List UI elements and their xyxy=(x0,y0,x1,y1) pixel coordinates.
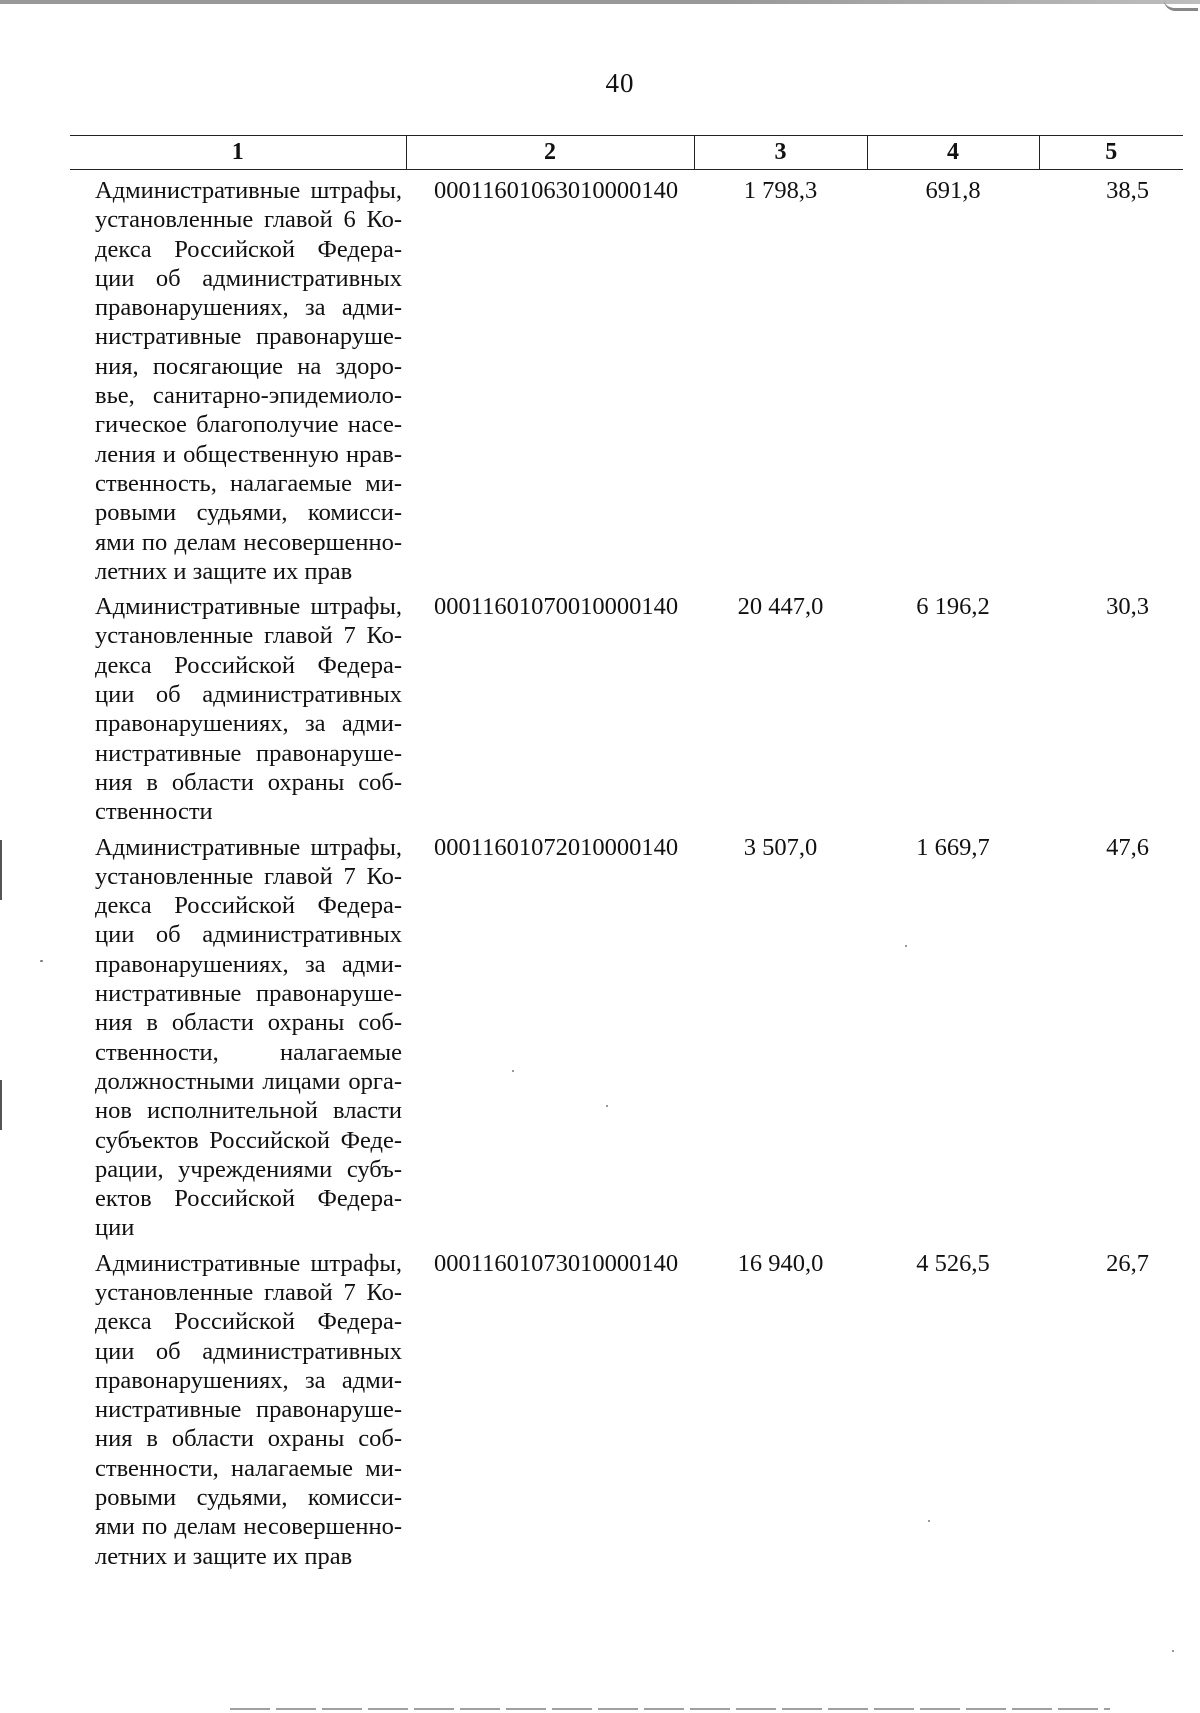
row-name-line: гическое благополучие насе- xyxy=(95,411,402,439)
row-name-line: установленные главой 7 Ко- xyxy=(95,1278,402,1306)
row-name-cell xyxy=(70,170,406,587)
row-name-cell xyxy=(70,827,406,1243)
row-name-line: должностными лицами орга- xyxy=(95,1067,402,1095)
scan-speck xyxy=(905,945,907,947)
row-name-line: ями по делам несовершенно- xyxy=(95,528,402,556)
scan-corner-mark xyxy=(1164,0,1198,11)
row-col3-cell: 3 507,0 xyxy=(743,833,818,861)
row-name-line: ния в области охраны соб- xyxy=(95,1425,402,1453)
row-name-line: Административные штрафы, xyxy=(95,1249,402,1277)
row-name-cell xyxy=(70,1243,406,1571)
row-name-line: декса Российской Федера- xyxy=(95,892,402,920)
row-name-line: нистративные правонаруше- xyxy=(95,739,402,767)
row-name-line: ственности, налагаемые xyxy=(95,1038,402,1066)
header-row xyxy=(70,136,1183,170)
page-number: 40 xyxy=(605,68,635,98)
row-name-line: Административные штрафы, xyxy=(95,593,402,621)
scan-top-edge xyxy=(0,0,1200,4)
scan-bottom-edge xyxy=(230,1708,1110,1710)
header-col-2: 2 xyxy=(406,136,694,170)
row-col5-cell: 30,3 xyxy=(1106,593,1149,621)
table-header xyxy=(70,136,1183,170)
scan-speck xyxy=(1172,1650,1174,1652)
row-col4-cell: 6 196,2 xyxy=(916,593,990,621)
row-name-line: ния, посягающие на здоро- xyxy=(95,352,402,380)
scan-margin-mark xyxy=(0,1080,2,1130)
row-name-line: правонарушениях, за адми- xyxy=(95,950,402,978)
row-name-line: ектов Российской Федера- xyxy=(95,1185,402,1213)
revenue-table xyxy=(70,135,1183,1571)
row-name-line: декса Российской Федера- xyxy=(95,235,402,263)
row-name-line: нистративные правонаруше- xyxy=(95,1396,402,1424)
row-name-line: правонарушениях, за адми- xyxy=(95,710,402,738)
row-col3-cell: 20 447,0 xyxy=(737,593,824,621)
table-row xyxy=(70,170,1183,587)
row-name-line: летних и защите их прав xyxy=(95,557,353,585)
row-name-line: ния в области охраны соб- xyxy=(95,768,402,796)
row-name-line: установленные главой 7 Ко- xyxy=(95,622,402,650)
row-name-line: ями по делам несовершенно- xyxy=(95,1513,402,1541)
scan-speck xyxy=(606,1105,608,1107)
table-row xyxy=(70,586,1183,826)
row-name-line: ственность, налагаемые ми- xyxy=(95,469,402,497)
row-col3-cell: 1 798,3 xyxy=(743,177,818,204)
row-name-line: ственности, налагаемые ми- xyxy=(95,1454,402,1482)
table-body xyxy=(70,170,1183,1571)
row-col5-cell: 26,7 xyxy=(1106,1249,1149,1277)
row-name-line: ровыми судьями, комисси- xyxy=(95,499,402,527)
row-name-line: ления и общественную нрав- xyxy=(95,440,402,468)
scan-margin-mark xyxy=(0,840,2,900)
row-code-cell: 00011601072010000140 xyxy=(434,833,679,861)
row-name-line: ции xyxy=(95,1214,135,1242)
row-name-line: установленные главой 6 Ко- xyxy=(95,206,402,234)
row-name-line: нистративные правонаруше- xyxy=(95,980,402,1008)
row-name-line: установленные главой 7 Ко- xyxy=(95,862,402,890)
row-name-line: ственности xyxy=(95,798,213,826)
row-name-line: вье, санитарно-эпидемиоло- xyxy=(95,382,402,410)
row-name-line: ции об административных xyxy=(95,264,402,292)
row-name-line: ции об административных xyxy=(95,921,402,949)
scan-speck xyxy=(40,960,43,962)
row-col4-cell: 4 526,5 xyxy=(916,1249,990,1277)
row-code-cell: 00011601070010000140 xyxy=(434,593,679,621)
row-name-line: Административные штрафы, xyxy=(95,833,402,861)
row-name-cell xyxy=(70,586,406,826)
scan-speck xyxy=(928,1520,930,1522)
row-name-line: нистративные правонаруше- xyxy=(95,323,402,351)
row-code-cell: 00011601063010000140 xyxy=(434,177,679,204)
table-row xyxy=(70,1243,1183,1571)
row-col5-cell: 47,6 xyxy=(1106,833,1149,861)
header-col-3: 3 xyxy=(694,136,867,170)
row-col4-cell: 1 669,7 xyxy=(916,833,990,861)
row-name-line: декса Российской Федера- xyxy=(95,651,402,679)
row-name-line: Административные штрафы, xyxy=(95,177,402,204)
header-col-5: 5 xyxy=(1039,136,1183,170)
row-name-line: правонарушениях, за адми- xyxy=(95,294,402,322)
header-col-1: 1 xyxy=(70,136,406,170)
row-name-line: субъектов Российской Феде- xyxy=(95,1126,402,1154)
row-col3-cell: 16 940,0 xyxy=(737,1249,824,1277)
table-row xyxy=(70,827,1183,1243)
row-name-line: нов исполнительной власти xyxy=(95,1097,402,1125)
row-name-line: ции об административных xyxy=(95,681,402,709)
row-name-line: рации, учреждениями субъ- xyxy=(95,1155,402,1183)
row-name-line: декса Российской Федера- xyxy=(95,1308,402,1336)
row-name-line: ния в области охраны соб- xyxy=(95,1009,402,1037)
row-name-line: летних и защите их прав xyxy=(95,1542,353,1570)
row-col5-cell: 38,5 xyxy=(1106,177,1149,204)
scan-speck xyxy=(512,1070,514,1072)
row-col4-cell: 691,8 xyxy=(925,177,981,204)
row-name-line: правонарушениях, за адми- xyxy=(95,1366,402,1394)
row-name-line: ровыми судьями, комисси- xyxy=(95,1484,402,1512)
header-col-4: 4 xyxy=(867,136,1039,170)
row-name-line: ции об административных xyxy=(95,1337,402,1365)
row-code-cell: 00011601073010000140 xyxy=(434,1249,679,1277)
